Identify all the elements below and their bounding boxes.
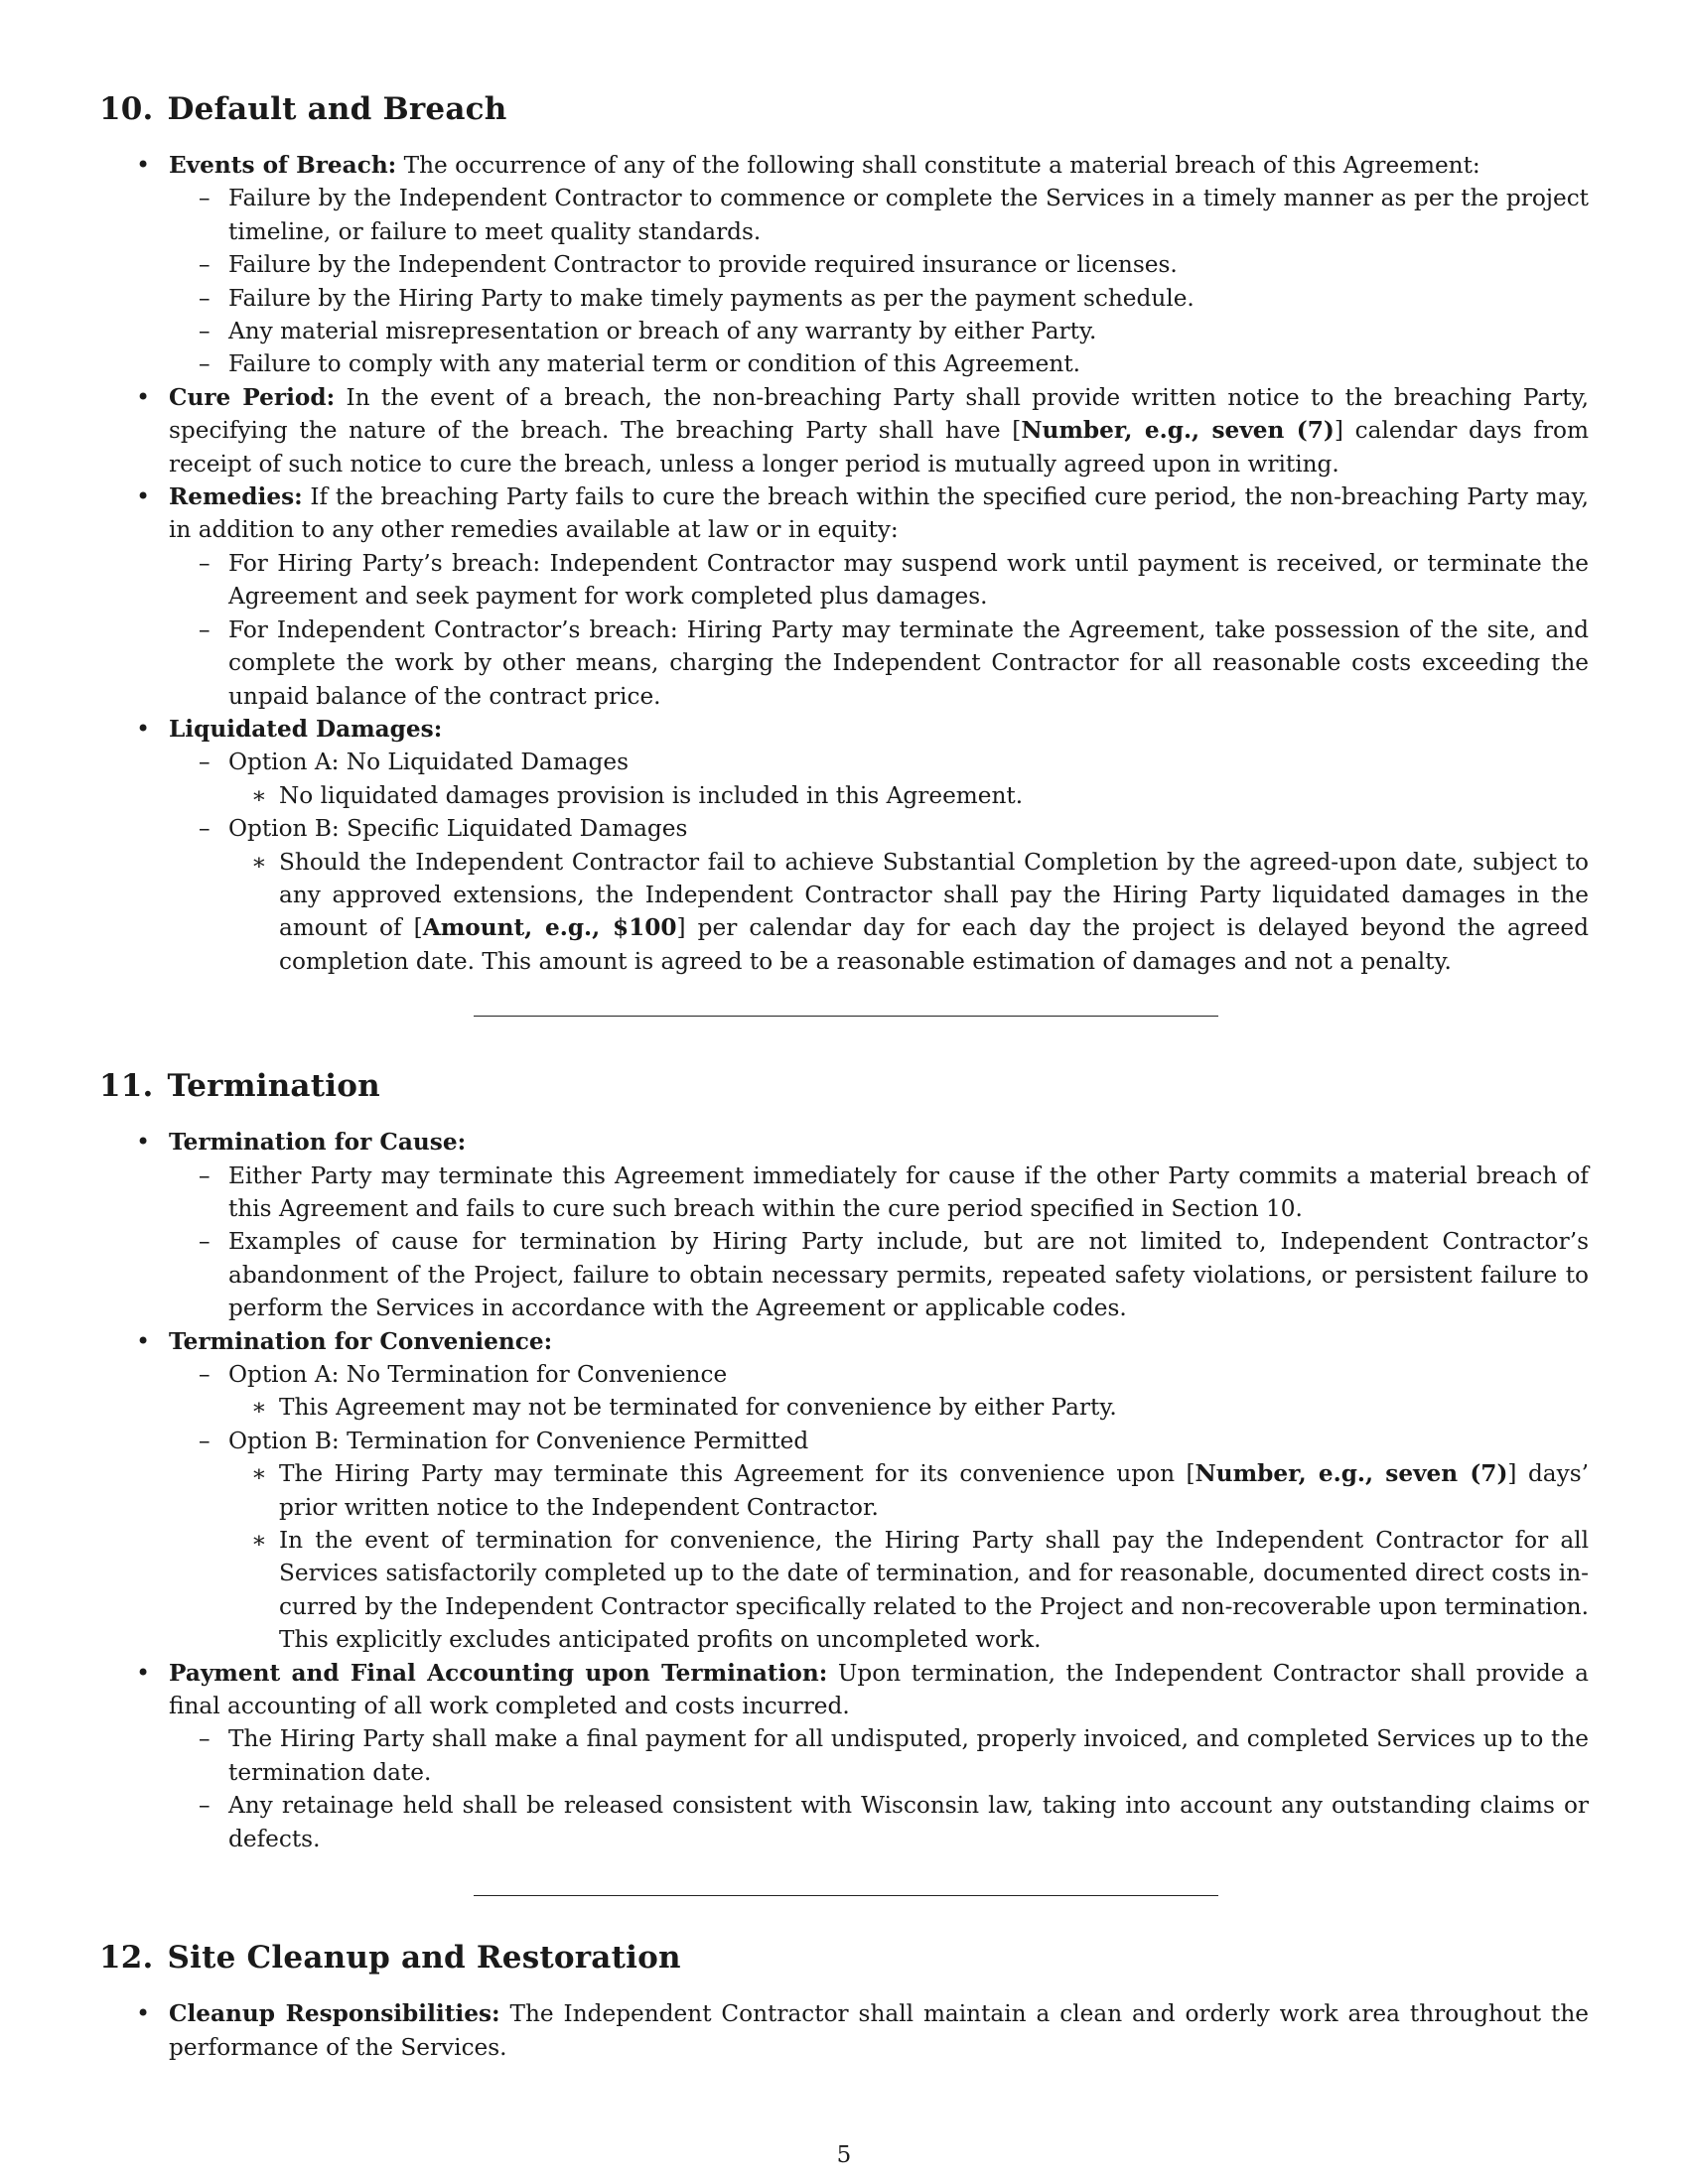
item-label: Termination for Convenience: (169, 1327, 553, 1355)
sub-list-item (228, 812, 1589, 978)
sub-sub-list (228, 1457, 1589, 1656)
item-text: The Hiring Party may terminate this Agreement for its convenience upon [ (279, 1460, 1196, 1488)
item-label: Remedies: (169, 483, 303, 511)
section-number: 12. (99, 1940, 154, 1977)
sub-list-item: – Failure by the Independent Contractor to commence or complete the Services in a timely manner as per the project timeline, or failure to meet quality standards. (228, 182, 1589, 248)
placeholder-text: Number, e.g., seven (7) (1021, 417, 1335, 445)
sub-list-item (228, 1425, 1589, 1657)
option-label: Option A: No Termination for Convenience (228, 1361, 728, 1388)
sub-sub-list-item (279, 846, 1589, 979)
section-termination (99, 1068, 1589, 1855)
sub-list (169, 1160, 1589, 1325)
placeholder-text: Amount, e.g., $100 (422, 914, 677, 942)
sub-sub-list (228, 846, 1589, 979)
sub-list (169, 547, 1589, 713)
bullet-list (99, 1126, 1589, 1855)
sub-list-item: – Failure by the Hiring Party to make timely payments as per the payment schedule. (228, 282, 1589, 315)
sub-sub-list (228, 779, 1589, 812)
sub-sub-list-item: ∗ In the event of termination for convenience, the Hiring Party shall pay the Independent Contractor for all Services satisfactorily completed up to the date of termination, and for reasonable, documented direct costs incurred by the Independent Contractor specifically related to the Project and non-recoverable upon termination. This explicitly excludes anticipated profits on uncompleted work. (279, 1524, 1589, 1657)
section-number: 10. (99, 91, 154, 127)
sub-sub-list-item (279, 1457, 1589, 1524)
sub-list-item (228, 746, 1589, 812)
option-label: Option A: No Liquidated Damages (228, 749, 630, 776)
sub-list (169, 746, 1589, 978)
item-text: Upon termination, the Independent Contractor shall provide a final accounting of all work completed and costs incurred. (169, 1659, 1589, 1720)
sub-sub-list-item: ∗ No liquidated damages provision is included in this Agreement. (279, 779, 1589, 812)
section-divider (474, 1895, 1218, 1896)
section-site-cleanup (99, 1940, 1589, 2064)
list-item-payment-final-accounting (169, 1657, 1589, 1855)
section-heading (99, 91, 1589, 127)
sub-sub-list-item: ∗ This Agreement may not be terminated for convenience by either Party. (279, 1391, 1589, 1424)
section-heading (99, 1068, 1589, 1104)
item-text: The Independent Contractor shall maintain a clean and orderly work area throughout the performance of the Services. (169, 2000, 1589, 2061)
sub-list (169, 1358, 1589, 1657)
list-item-liquidated-damages (169, 713, 1589, 978)
item-text: ] calendar days from receipt of such notice to cure the breach, unless a longer period is mutually agreed upon in writing. (169, 417, 1589, 478)
list-item-events-of-breach (169, 149, 1589, 381)
item-text: The occurrence of any of the following shall constitute a material breach of this Agreement: (396, 152, 1480, 179)
section-default-and-breach (99, 91, 1589, 978)
list-item-cleanup-responsibilities (169, 1997, 1589, 2064)
sub-list-item: – Examples of cause for termination by Hiring Party include, but are not limited to, Independent Contractor’s abandonment of the Project, failure to obtain necessary permits, repeated safety violations, or persistent failure to perform the Services in accordance with the Agreement or applicable codes. (228, 1225, 1589, 1324)
item-label: Cure Period: (169, 383, 336, 411)
sub-list (169, 1722, 1589, 1855)
sub-list (169, 182, 1589, 380)
sub-list-item: – Failure by the Independent Contractor to provide required insurance or licenses. (228, 248, 1589, 281)
item-text: In the event of a breach, the non-breaching Party shall provide written notice to the breaching Party, specifying the nature of the breach. The breaching Party shall have [ (169, 383, 1590, 445)
section-heading (99, 1940, 1589, 1976)
sub-list-item: – Any retainage held shall be released consistent with Wisconsin law, taking into account any outstanding claims or defects. (228, 1789, 1589, 1855)
sub-list-item: – For Hiring Party’s breach: Independent Contractor may suspend work until payment is received, or terminate the Agreement and seek payment for work completed plus damages. (228, 547, 1589, 614)
list-item-remedies (169, 480, 1589, 713)
section-number: 11. (99, 1068, 154, 1105)
item-label: Cleanup Responsibilities: (169, 2000, 500, 2028)
section-divider (474, 1016, 1218, 1017)
item-text: ] per calendar day for each day the project is delayed beyond the agreed completion date. This amount is agreed to be a reasonable estimation of damages and not a penalty. (279, 914, 1589, 975)
sub-sub-list (228, 1391, 1589, 1424)
placeholder-text: Number, e.g., seven (7) (1195, 1460, 1508, 1488)
bullet-list (99, 1997, 1589, 2064)
item-label: Payment and Final Accounting upon Termination: (169, 1659, 828, 1687)
bullet-list (99, 149, 1589, 978)
section-title: Site Cleanup and Restoration (167, 1940, 681, 1977)
sub-list-item: – The Hiring Party shall make a final payment for all undisputed, properly invoiced, and completed Services up to the termination date. (228, 1722, 1589, 1789)
list-item-cure-period (169, 381, 1589, 480)
section-title: Termination (167, 1068, 380, 1105)
sub-list-item: – Either Party may terminate this Agreement immediately for cause if the other Party commits a material breach of this Agreement and fails to cure such breach within the cure period specified in Section 10. (228, 1160, 1589, 1226)
item-label: Liquidated Damages: (169, 715, 443, 743)
item-text: ] days’ prior written notice to the Independent Contractor. (279, 1460, 1589, 1521)
sub-list-item (228, 1358, 1589, 1425)
item-label: Termination for Cause: (169, 1129, 467, 1157)
sub-list-item: – Failure to comply with any material term or condition of this Agreement. (228, 347, 1589, 380)
document-content (99, 91, 1589, 2064)
item-label: Events of Breach: (169, 152, 397, 179)
sub-list-item: – For Independent Contractor’s breach: Hiring Party may terminate the Agreement, take possession of the site, and complete the work by other means, charging the Independent Contractor for all reasonable costs exceeding the unpaid balance of the contract price. (228, 614, 1589, 713)
page-number: 5 (836, 2142, 852, 2168)
sub-list-item: – Any material misrepresentation or breach of any warranty by either Party. (228, 315, 1589, 347)
item-text: Should the Independent Contractor fail to achieve Substantial Completion by the agreed-upon date, subject to any approved extensions, the Independent Contractor shall pay the Hiring Party liquidated damages in the amount of [ (279, 848, 1589, 942)
section-title: Default and Breach (167, 91, 507, 127)
option-label: Option B: Termination for Convenience Permitted (228, 1427, 809, 1454)
option-label: Option B: Specific Liquidated Damages (228, 815, 688, 843)
list-item-termination-for-convenience (169, 1325, 1589, 1657)
item-text: If the breaching Party fails to cure the breach within the specified cure period, the non-breaching Party may, in addition to any other remedies available at law or in equity: (169, 483, 1589, 544)
list-item-termination-for-cause (169, 1126, 1589, 1324)
